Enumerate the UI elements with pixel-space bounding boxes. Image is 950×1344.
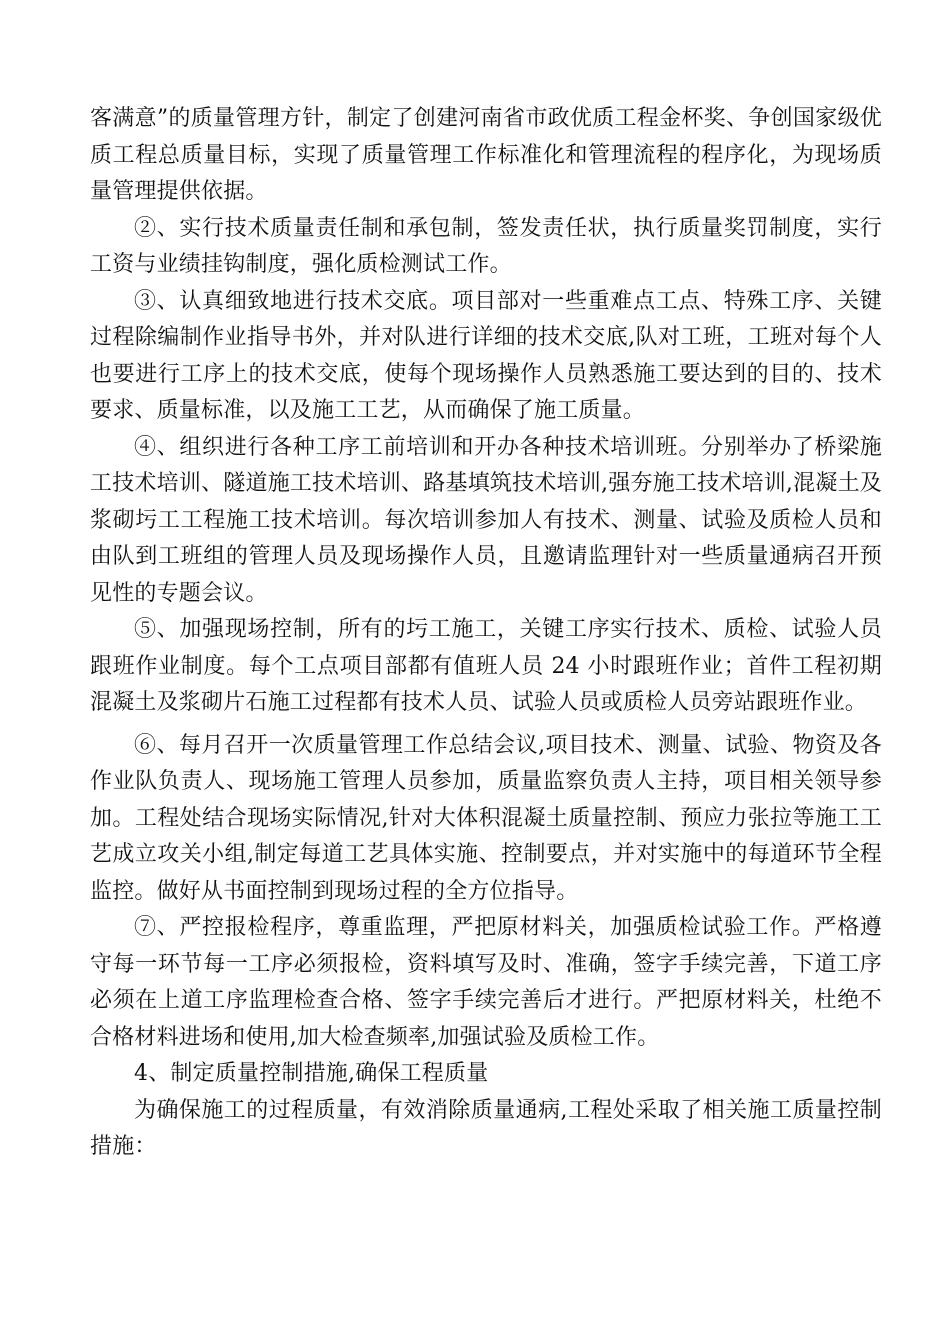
paragraph-item-2: ②、实行技术质量责任制和承包制，签发责任状，执行质量奖罚制度，实行工资与业绩挂钩制度，强化质检测试工作。 [90, 215, 882, 277]
section-heading: 4、制定质量控制措施,确保工程质量 [134, 1061, 489, 1086]
paragraph-item-4: ④、组织进行各种工序工前培训和开办各种技术培训班。分别举办了桥梁施工技术培训、隧道施工技术培训、路基填筑技术培训,强夯施工技术培训,混凝土及浆砌圬工工程施工技术培训。每次培训参加人有技术、测量、试验及质检人员和由队到工班组的管理人员及现场操作人员，且邀请监理针对一些质量通病召开预见性的专题会议。 [90, 434, 882, 606]
paragraph-item-3: ③、认真细致地进行技术交底。项目部对一些重难点工点、特殊工序、关键过程除编制作业指导书外，并对队进行详细的技术交底,队对工班，工班对每个人也要进行工序上的技术交底，使每个现场操作人员熟悉施工要达到的目的、技术要求、质量标准，以及施工工艺，从而确保了施工质量。 [90, 288, 882, 423]
paragraph-intro: 为确保施工的过程质量，有效消除质量通病,工程处采取了相关施工质量控制措施： [90, 1097, 882, 1159]
paragraph-item-7: ⑦、严控报检程序，尊重监理，严把原材料关，加强质检试验工作。严格遵守每一环节每一工序必须报检，资料填写及时、准确，签字手续完善，下道工序必须在上道工序监理检查合格、签字手续完善后才进行。严把原材料关，杜绝不合格材料进场和使用,加大检查频率,加强试验及质检工作。 [90, 915, 882, 1050]
document-body [90, 101, 882, 1166]
paragraph-item-5: ⑤、加强现场控制，所有的圬工施工，关键工序实行技术、质检、试验人员跟班作业制度。每个工点项目部都有值班人员 24 小时跟班作业；首件工程初期混凝土及浆砌片石施工过程都有技术人员、试验人员或质检人员旁站跟班作业。 [90, 617, 882, 715]
paragraph-item-6: ⑥、每月召开一次质量管理工作总结会议,项目技术、测量、试验、物资及各作业队负责人、现场施工管理人员参加，质量监察负责人主持，项目相关领导参加。工程处结合现场实际情况,针对大体积混凝土质量控制、预应力张拉等施工工艺成立攻关小组,制定每道工艺具体实施、控制要点，并对实施中的每道环节全程监控。做好从书面控制到现场过程的全方位指导。 [90, 732, 882, 904]
paragraph-continuation: 客满意”的质量管理方针，制定了创建河南省市政优质工程金杯奖、争创国家级优质工程总质量目标，实现了质量管理工作标准化和管理流程的程序化，为现场质量管理提供依据。 [90, 106, 882, 204]
